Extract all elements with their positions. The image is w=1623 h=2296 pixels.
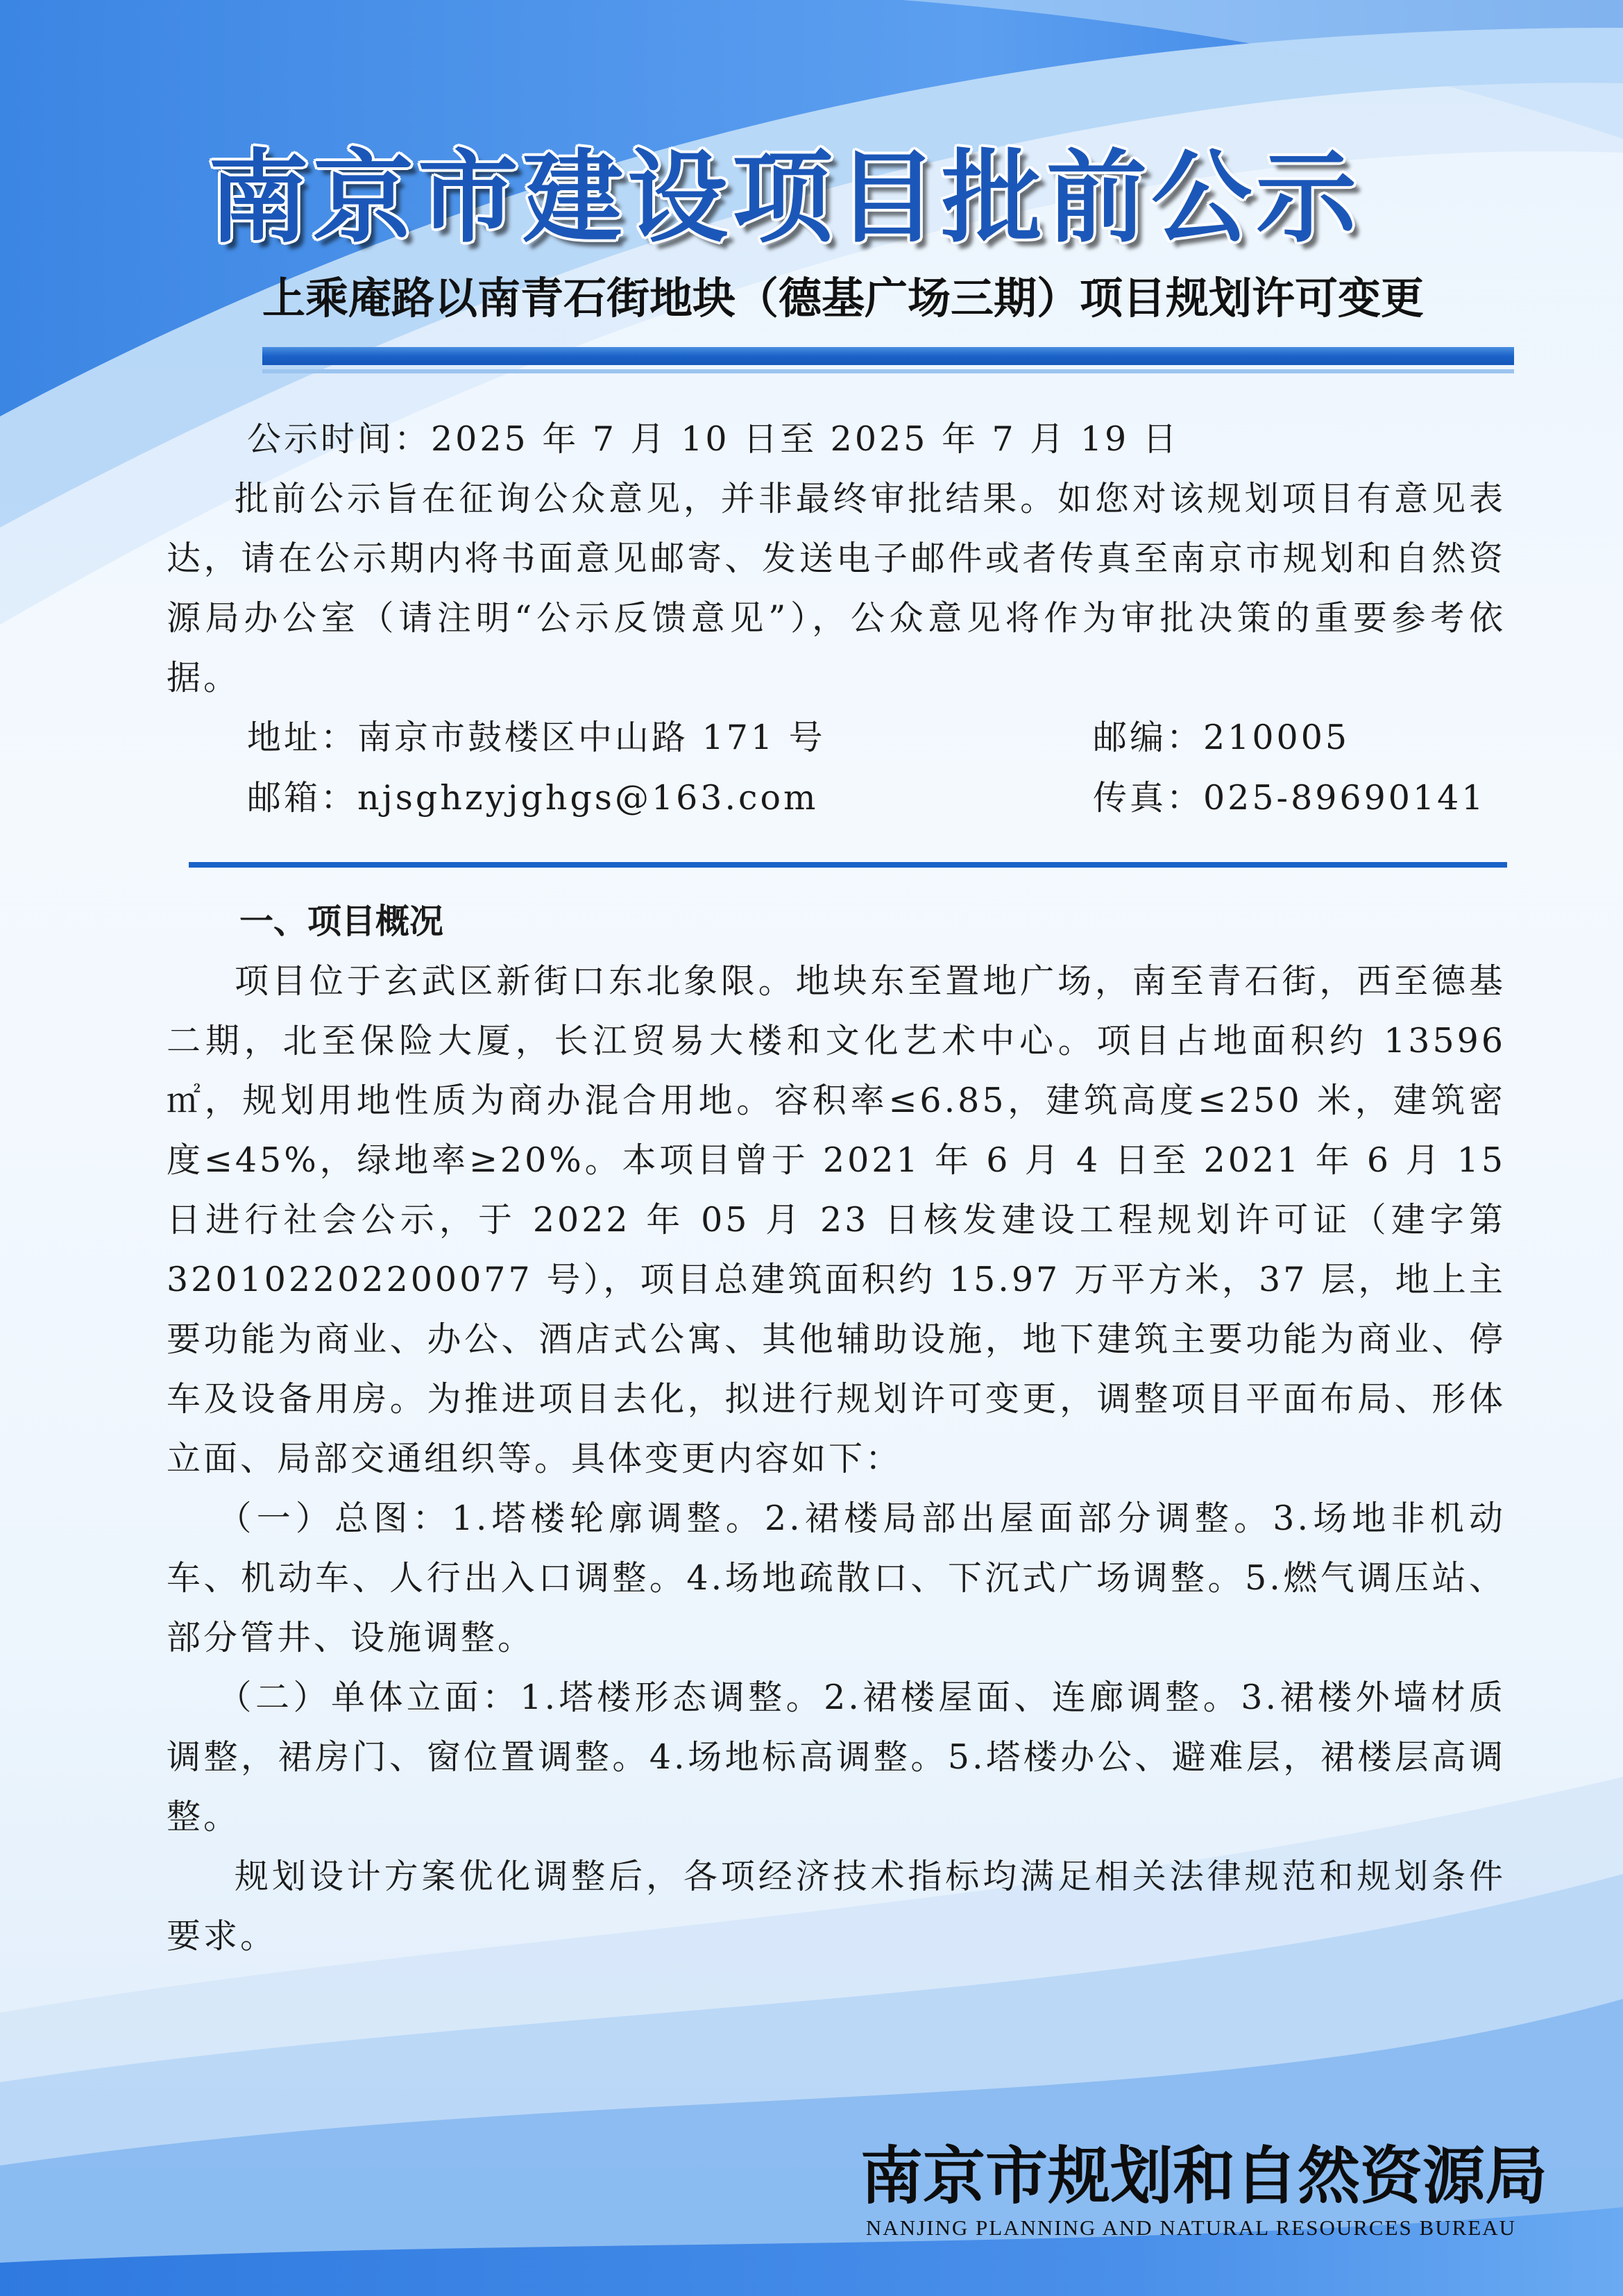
contact-email: 邮箱：njsghzyjghgs@163.com xyxy=(247,778,819,818)
section-divider xyxy=(189,862,1507,868)
title-underline-shadow xyxy=(262,369,1514,373)
title-underline-bar xyxy=(262,347,1514,365)
intro-paragraph: 批前公示旨在征询公众意见，并非最终审批结果。如您对该规划项目有意见表达，请在公示期内将书面意见邮寄、发送电子邮件或者传真至南京市规划和自然资源局办公室（请注明“公示反馈意见”），公众意见将作为审批决策的重要参考依据。 xyxy=(167,479,1506,698)
change-item-general-plan: （一）总图：1.塔楼轮廓调整。2.裙楼局部出屋面部分调整。3.场地非机动车、机动车、人行出入口调整。4.场地疏散口、下沉式广场调整。5.燃气调压站、部分管井、设施调整。 xyxy=(167,1499,1506,1657)
contact-fax: 传真：025-89690141 xyxy=(1093,778,1486,818)
publicity-period: 公示时间：2025 年 7 月 10 日至 2025 年 7 月 19 日 xyxy=(247,419,1180,459)
footer-org-name-en: NANJING PLANNING AND NATURAL RESOURCES BUREAU xyxy=(865,2215,1516,2240)
change-item-elevation: （二）单体立面：1.塔楼形态调整。2.裙楼屋面、连廊调整。3.裙楼外墙材质调整，裙房门、窗位置调整。4.场地标高调整。5.塔楼办公、避难层，裙楼层高调整。 xyxy=(167,1678,1506,1837)
section-title-overview: 一、项目概况 xyxy=(239,902,444,941)
contact-address: 地址：南京市鼓楼区中山路 171 号 xyxy=(247,718,826,757)
footer-org-name: 南京市规划和自然资源局 xyxy=(860,2139,1547,2213)
overview-paragraph: 项目位于玄武区新街口东北象限。地块东至置地广场，南至青石街，西至德基二期，北至保险大厦，长江贸易大楼和文化艺术中心。项目占地面积约 13596 ㎡，规划用地性质为商办混合用地。容积率≤6.85，建筑高度≤250 米，建筑密度≤45%，绿地率≥20%。本项目曾于 2021 年 6 月 4 日至 2021 年 6 月 15 日进行社会公示，于 2022 年 05 月 23 日核发建设工程规划许可证（建字第 320102202200077 号），项目总建筑面积约 15.97 万平方米，37 层，地上主要功能为商业、办公、酒店式公寓、其他辅助设施，地下建筑主要功能为商业、停车及设备用房。为推进项目去化，拟进行规划许可变更，调整项目平面布局、形体立面、局部交通组织等。具体变更内容如下： xyxy=(167,961,1506,1478)
conclusion-paragraph: 规划设计方案优化调整后，各项经济技术指标均满足相关法律规范和规划条件要求。 xyxy=(167,1857,1506,1956)
project-subtitle: 上乘庵路以南青石街地块（德基广场三期）项目规划许可变更 xyxy=(262,273,1425,323)
main-title: 南京市建设项目批前公示 xyxy=(208,139,1361,257)
contact-postcode: 邮编：210005 xyxy=(1093,718,1350,757)
